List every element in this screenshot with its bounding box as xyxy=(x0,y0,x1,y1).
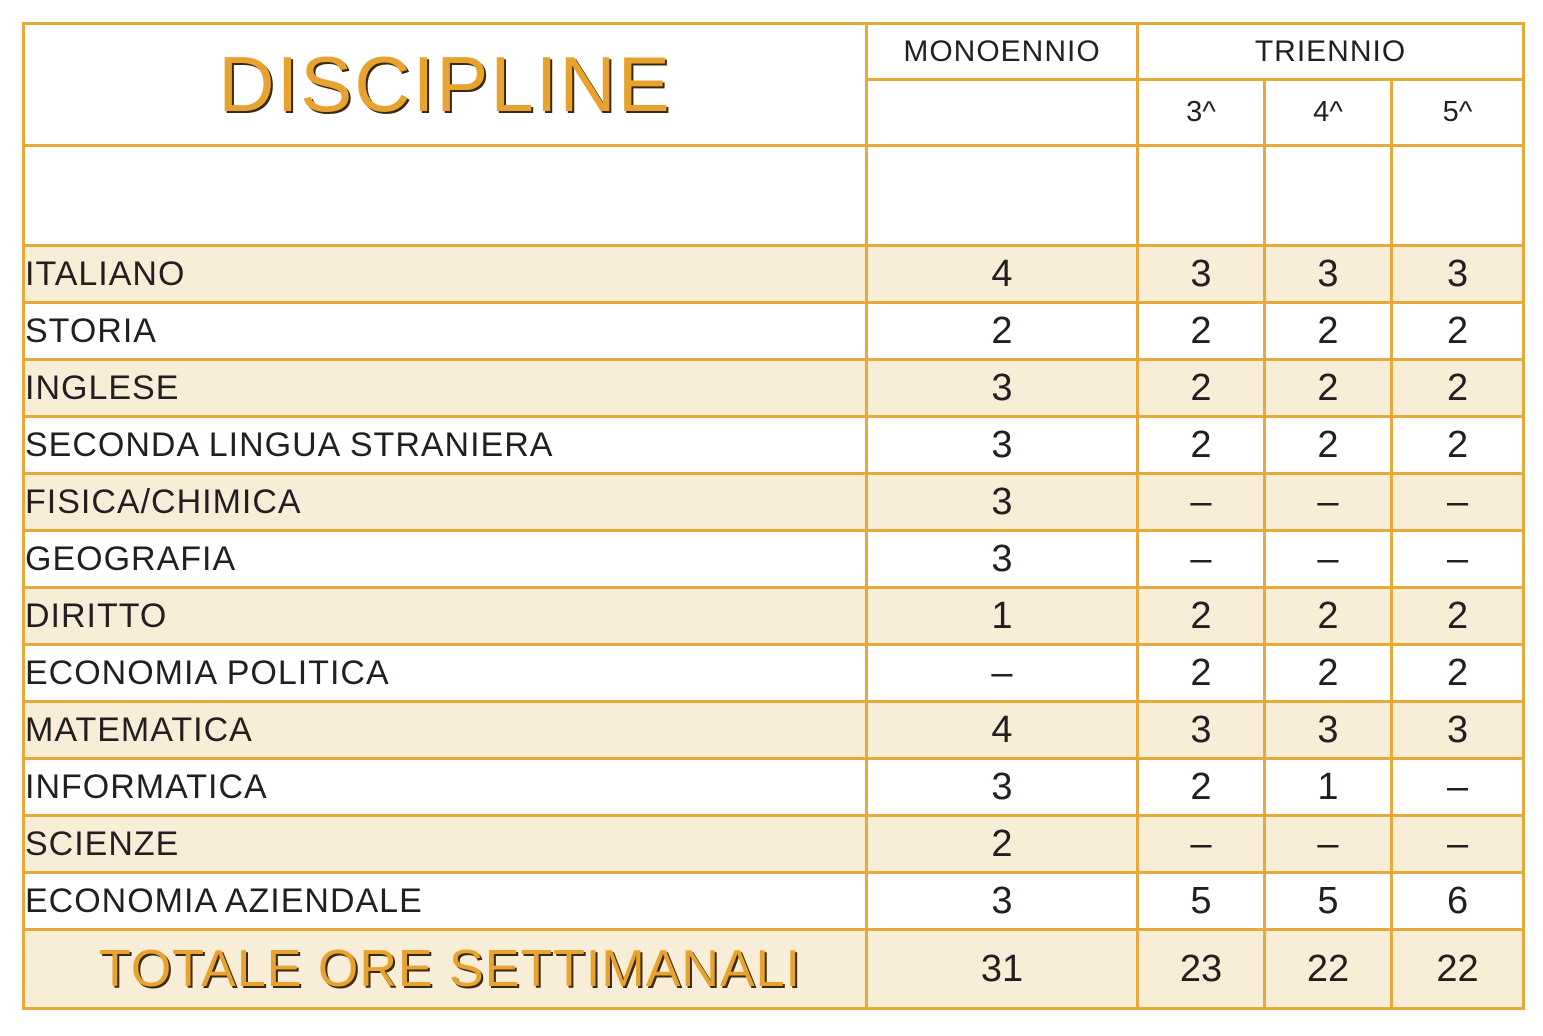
hours-year-4: 2 xyxy=(1265,588,1392,645)
year-5: 5^ xyxy=(1392,80,1524,146)
table-row xyxy=(24,645,1524,702)
title-cell xyxy=(24,24,867,146)
table-row xyxy=(24,360,1524,417)
total-label-cell xyxy=(24,930,867,1009)
hours-year-3: 5 xyxy=(1138,873,1265,930)
hours-monoennio: 3 xyxy=(867,417,1138,474)
table-row xyxy=(24,531,1524,588)
hours-year-5: 2 xyxy=(1392,360,1524,417)
total-year-5: 22 xyxy=(1392,930,1524,1009)
hours-monoennio: 3 xyxy=(867,531,1138,588)
subject-label: FISICA/CHIMICA xyxy=(24,474,867,531)
subject-label: INGLESE xyxy=(24,360,867,417)
hours-year-4: 2 xyxy=(1265,360,1392,417)
total-label: TOTALE ORE SETTIMANALI xyxy=(99,940,801,998)
timetable xyxy=(22,22,1525,1010)
hours-monoennio: – xyxy=(867,645,1138,702)
year-4: 4^ xyxy=(1265,80,1392,146)
hours-year-3: – xyxy=(1138,531,1265,588)
col-monoennio: MONOENNIO xyxy=(867,24,1138,80)
hours-monoennio: 2 xyxy=(867,816,1138,873)
table-row xyxy=(24,474,1524,531)
hours-year-5: – xyxy=(1392,474,1524,531)
total-monoennio: 31 xyxy=(867,930,1138,1009)
hours-year-4: 1 xyxy=(1265,759,1392,816)
hours-year-4: 3 xyxy=(1265,246,1392,303)
subject-label: ECONOMIA AZIENDALE xyxy=(24,873,867,930)
total-row xyxy=(24,930,1524,1009)
total-year-3: 23 xyxy=(1138,930,1265,1009)
subject-label: SCIENZE xyxy=(24,816,867,873)
spacer-cell xyxy=(867,146,1138,246)
hours-year-5: 6 xyxy=(1392,873,1524,930)
hours-year-4: 2 xyxy=(1265,417,1392,474)
col-monoennio-blank xyxy=(867,80,1138,146)
hours-year-3: 2 xyxy=(1138,303,1265,360)
hours-year-4: 3 xyxy=(1265,702,1392,759)
spacer-cell xyxy=(1138,146,1265,246)
subject-label: ECONOMIA POLITICA xyxy=(24,645,867,702)
hours-year-5: 2 xyxy=(1392,303,1524,360)
table-row xyxy=(24,588,1524,645)
hours-year-3: 2 xyxy=(1138,417,1265,474)
table-row xyxy=(24,246,1524,303)
hours-monoennio: 1 xyxy=(867,588,1138,645)
subject-label: INFORMATICA xyxy=(24,759,867,816)
hours-year-5: – xyxy=(1392,759,1524,816)
hours-year-3: 2 xyxy=(1138,588,1265,645)
hours-year-5: – xyxy=(1392,531,1524,588)
hours-year-3: 2 xyxy=(1138,360,1265,417)
hours-year-3: – xyxy=(1138,474,1265,531)
table-row xyxy=(24,303,1524,360)
col-triennio: TRIENNIO xyxy=(1138,24,1524,80)
subject-label: SECONDA LINGUA STRANIERA xyxy=(24,417,867,474)
spacer-cell xyxy=(1265,146,1392,246)
hours-year-3: – xyxy=(1138,816,1265,873)
subject-label: MATEMATICA xyxy=(24,702,867,759)
hours-monoennio: 3 xyxy=(867,759,1138,816)
spacer-cell xyxy=(24,146,867,246)
hours-year-5: 2 xyxy=(1392,417,1524,474)
spacer-cell xyxy=(1392,146,1524,246)
subject-label: DIRITTO xyxy=(24,588,867,645)
table-row xyxy=(24,702,1524,759)
hours-monoennio: 4 xyxy=(867,246,1138,303)
hours-monoennio: 4 xyxy=(867,702,1138,759)
hours-year-4: 5 xyxy=(1265,873,1392,930)
table-row xyxy=(24,759,1524,816)
hours-year-4: 2 xyxy=(1265,645,1392,702)
hours-year-4: – xyxy=(1265,816,1392,873)
hours-monoennio: 3 xyxy=(867,474,1138,531)
table-row xyxy=(24,873,1524,930)
hours-year-3: 3 xyxy=(1138,246,1265,303)
total-year-4: 22 xyxy=(1265,930,1392,1009)
subject-label: GEOGRAFIA xyxy=(24,531,867,588)
hours-year-4: 2 xyxy=(1265,303,1392,360)
hours-year-4: – xyxy=(1265,474,1392,531)
hours-year-3: 2 xyxy=(1138,759,1265,816)
table-row xyxy=(24,417,1524,474)
spacer-row xyxy=(24,146,1524,246)
hours-year-5: 3 xyxy=(1392,702,1524,759)
table-row xyxy=(24,816,1524,873)
header-row-top xyxy=(24,24,1524,80)
hours-year-5: 2 xyxy=(1392,645,1524,702)
hours-year-5: 3 xyxy=(1392,246,1524,303)
subject-label: ITALIANO xyxy=(24,246,867,303)
hours-monoennio: 3 xyxy=(867,360,1138,417)
hours-year-3: 2 xyxy=(1138,645,1265,702)
subject-label: STORIA xyxy=(24,303,867,360)
hours-year-4: – xyxy=(1265,531,1392,588)
year-3: 3^ xyxy=(1138,80,1265,146)
hours-monoennio: 2 xyxy=(867,303,1138,360)
hours-year-5: 2 xyxy=(1392,588,1524,645)
hours-monoennio: 3 xyxy=(867,873,1138,930)
hours-year-3: 3 xyxy=(1138,702,1265,759)
table-title: DISCIPLINE xyxy=(218,40,672,128)
hours-year-5: – xyxy=(1392,816,1524,873)
